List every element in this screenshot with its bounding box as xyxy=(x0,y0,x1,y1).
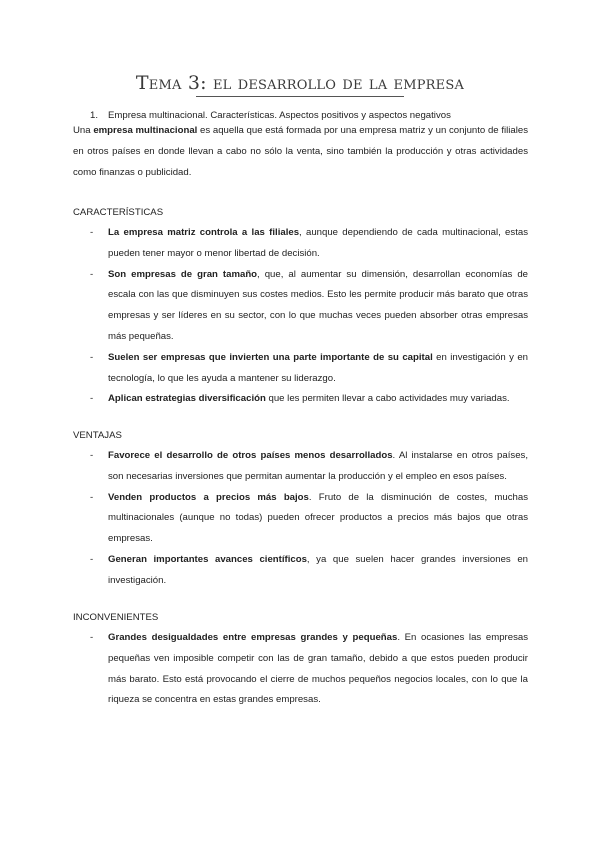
item-bold: Grandes desigualdades entre empresas grandes y pequeñas xyxy=(108,632,398,643)
bullet-dash: - xyxy=(90,268,94,280)
list-item xyxy=(73,348,528,390)
ventajas-list xyxy=(73,446,528,592)
intro-pre: Una xyxy=(73,125,94,136)
item-bold: La empresa matriz controla a las filiales xyxy=(108,227,300,238)
item-text: que les permiten llevar a cabo actividades muy variadas. xyxy=(265,393,510,405)
list-item xyxy=(73,389,528,410)
title-underline xyxy=(196,96,404,97)
intro-bold: empresa multinacional xyxy=(93,125,198,136)
bullet-dash: - xyxy=(90,491,94,503)
caracteristicas-list xyxy=(73,223,528,410)
item-bold: Favorece el desarrollo de otros países menos desarrollados xyxy=(108,450,393,461)
list-item xyxy=(73,488,528,550)
numbered-heading xyxy=(90,110,451,121)
item-text: , aunque dependiendo de cada multinacional, estas pueden tener mayor o menor libertad de decisión. xyxy=(108,227,528,259)
bullet-dash: - xyxy=(90,632,94,643)
item-text: en investigación y en tecnología, lo que les ayuda a mantener su liderazgo. xyxy=(108,351,528,384)
bullet-dash: - xyxy=(90,227,94,238)
item-text: , que, al aumentar su dimensión, desarrollan economías de escala con las que disminuyen sus costes medios. Esto les permite producir más barato que otras empresas y ser líderes en su sector, con lo que muchas veces pueden absorber otras empresas más pequeñas. xyxy=(108,268,529,342)
inconvenientes-list xyxy=(73,628,528,711)
heading-text: Empresa multinacional. Características. Aspectos positivos y aspectos negativos xyxy=(108,110,451,121)
item-bold: Generan importantes avances científicos xyxy=(108,553,307,565)
list-item xyxy=(73,223,528,265)
bullet-dash: - xyxy=(90,351,94,363)
heading-number: 1. xyxy=(90,110,99,121)
item-text: . Al instalarse en otros países, son necesarias inversiones que permitan aumentar la producción y el empleo en esos países. xyxy=(108,450,528,482)
list-item xyxy=(73,628,528,711)
item-text: . Fruto de la disminución de costes, muchas multinacionales (aunque no todas) pueden ofrecer productos a precios más bajos que otras empresas. xyxy=(108,491,528,545)
bullet-dash: - xyxy=(90,450,94,461)
list-item xyxy=(73,265,528,348)
item-text: , ya que suelen hacer grandes inversiones en investigación. xyxy=(108,553,528,586)
section-title-inconvenientes: INCONVENIENTES xyxy=(73,612,159,623)
list-item xyxy=(73,550,528,592)
item-bold: Son empresas de gran tamaño xyxy=(108,268,258,280)
bullet-dash: - xyxy=(90,393,94,405)
item-bold: Venden productos a precios más bajos xyxy=(108,491,309,503)
section-title-caracteristicas: CARACTERÍSTICAS xyxy=(73,207,164,218)
list-item xyxy=(73,446,528,488)
page-title: Tema 3: el desarrollo de la empresa xyxy=(135,72,465,94)
item-text: . En ocasiones las empresas pequeñas ven imposible competir con las de gran tamaño, debido a que estos pueden producir más barato. Esto está provocando el cierre de muchos pequeños negocios locales, con lo que la riqueza se concentra en estas grandes empresas. xyxy=(108,632,528,706)
bullet-dash: - xyxy=(90,553,94,565)
item-bold: Aplican estrategias diversificación xyxy=(108,393,266,405)
item-bold: Suelen ser empresas que invierten una parte importante de su capital xyxy=(108,351,433,363)
intro-paragraph xyxy=(73,121,528,183)
section-title-ventajas: VENTAJAS xyxy=(73,430,122,441)
intro-post: es aquella que está formada por una empresa matriz y un conjunto de filiales en otros países en donde llevan a cabo no sólo la venta, sino también la producción y otras actividades como finanzas o publicidad. xyxy=(73,125,529,178)
